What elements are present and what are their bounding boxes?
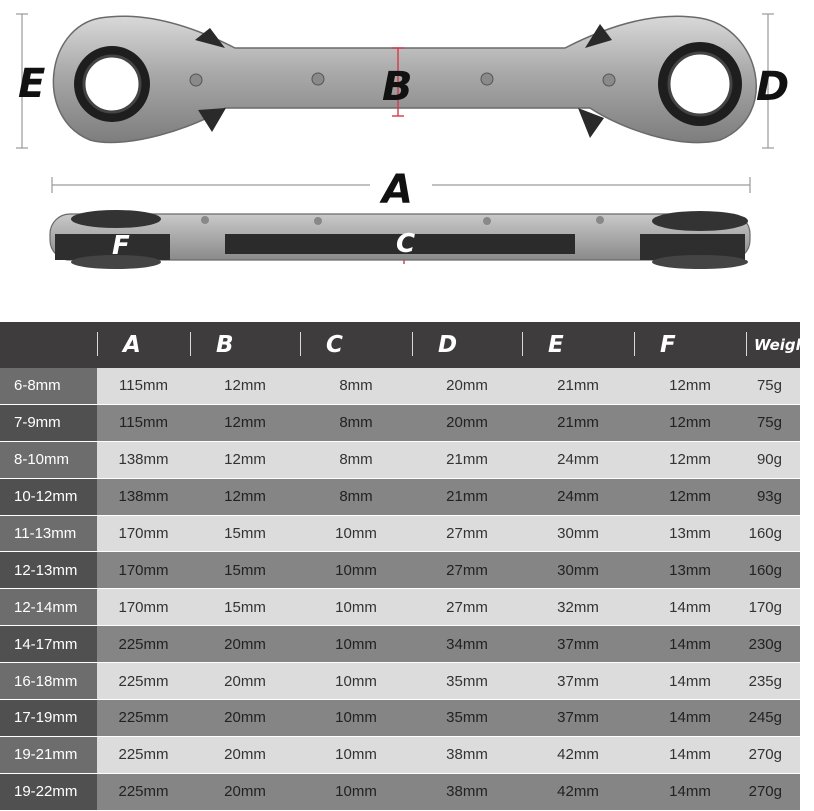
weight-cell: 235g [746, 663, 800, 700]
size-cell: 19-21mm [0, 736, 97, 773]
d-cell: 20mm [412, 368, 522, 404]
weight-cell: 75g [746, 404, 800, 441]
e-cell: 21mm [522, 404, 634, 441]
c-cell: 8mm [300, 478, 412, 515]
b-cell: 15mm [190, 589, 300, 626]
table-row [0, 515, 800, 552]
weight-cell: 230g [746, 626, 800, 663]
table-row [0, 368, 800, 404]
a-cell: 225mm [97, 773, 190, 810]
table-row [0, 700, 800, 737]
header-label: E [548, 332, 564, 358]
weight-cell: 160g [746, 552, 800, 589]
table-header-row [0, 322, 800, 368]
size-cell: 10-12mm [0, 478, 97, 515]
c-cell: 8mm [300, 404, 412, 441]
d-cell: 27mm [412, 552, 522, 589]
table-row [0, 404, 800, 441]
weight-cell: 93g [746, 478, 800, 515]
b-cell: 12mm [190, 368, 300, 404]
d-cell: 34mm [412, 626, 522, 663]
size-cell: 6-8mm [0, 368, 97, 404]
e-cell: 37mm [522, 663, 634, 700]
weight-cell: 245g [746, 700, 800, 737]
c-cell: 10mm [300, 626, 412, 663]
a-cell: 170mm [97, 589, 190, 626]
header-divider [97, 332, 98, 356]
size-spec-table [0, 322, 814, 811]
header-divider [746, 332, 747, 356]
e-cell: 30mm [522, 515, 634, 552]
label-f: F [112, 231, 130, 261]
e-cell: 32mm [522, 589, 634, 626]
size-cell: 17-19mm [0, 700, 97, 737]
label-a: A [382, 167, 413, 213]
header-divider [522, 332, 523, 356]
header-divider [634, 332, 635, 356]
a-cell: 115mm [97, 404, 190, 441]
d-cell: 21mm [412, 441, 522, 478]
header-label: B [216, 332, 234, 358]
e-cell: 42mm [522, 773, 634, 810]
f-cell: 14mm [634, 663, 746, 700]
table-row [0, 478, 800, 515]
d-cell: 27mm [412, 589, 522, 626]
label-c: C [396, 229, 416, 259]
table-row [0, 552, 800, 589]
a-cell: 170mm [97, 515, 190, 552]
f-cell: 13mm [634, 552, 746, 589]
size-cell: 11-13mm [0, 515, 97, 552]
header-b [190, 322, 300, 368]
c-cell: 10mm [300, 515, 412, 552]
a-cell: 225mm [97, 700, 190, 737]
weight-cell: 160g [746, 515, 800, 552]
f-cell: 14mm [634, 626, 746, 663]
header-divider [190, 332, 191, 356]
b-cell: 12mm [190, 478, 300, 515]
b-cell: 12mm [190, 441, 300, 478]
c-cell: 10mm [300, 552, 412, 589]
header-d [412, 322, 522, 368]
d-cell: 20mm [412, 404, 522, 441]
header-label: D [438, 332, 458, 358]
header-label: F [660, 332, 676, 358]
weight-cell: 90g [746, 441, 800, 478]
header-label: C [326, 332, 343, 358]
table-row [0, 441, 800, 478]
size-cell: 14-17mm [0, 626, 97, 663]
size-cell: 7-9mm [0, 404, 97, 441]
table-row [0, 773, 800, 810]
weight-cell: 75g [746, 368, 800, 404]
e-cell: 37mm [522, 700, 634, 737]
weight-cell: 270g [746, 773, 800, 810]
a-cell: 138mm [97, 478, 190, 515]
header-weight [746, 322, 814, 368]
e-cell: 42mm [522, 736, 634, 773]
table-row [0, 663, 800, 700]
c-cell: 8mm [300, 441, 412, 478]
table-row [0, 626, 800, 663]
d-cell: 35mm [412, 700, 522, 737]
a-cell: 225mm [97, 663, 190, 700]
header-a [97, 322, 190, 368]
a-cell: 225mm [97, 626, 190, 663]
label-e: E [18, 61, 46, 107]
size-cell: 16-18mm [0, 663, 97, 700]
header-label: A [123, 332, 141, 358]
f-cell: 12mm [634, 404, 746, 441]
a-cell: 115mm [97, 368, 190, 404]
b-cell: 20mm [190, 663, 300, 700]
b-cell: 20mm [190, 773, 300, 810]
size-cell: 8-10mm [0, 441, 97, 478]
size-cell: 19-22mm [0, 773, 97, 810]
c-cell: 10mm [300, 773, 412, 810]
header-label: Weight [754, 336, 814, 354]
b-cell: 20mm [190, 626, 300, 663]
table-row [0, 736, 800, 773]
b-cell: 20mm [190, 700, 300, 737]
f-cell: 13mm [634, 515, 746, 552]
label-d: D [756, 64, 790, 110]
a-cell: 138mm [97, 441, 190, 478]
b-cell: 12mm [190, 404, 300, 441]
e-cell: 24mm [522, 478, 634, 515]
wrench-dimension-diagram [0, 0, 800, 320]
e-cell: 30mm [522, 552, 634, 589]
f-cell: 12mm [634, 368, 746, 404]
size-cell: 12-14mm [0, 589, 97, 626]
header-divider [412, 332, 413, 356]
c-cell: 8mm [300, 368, 412, 404]
header-f [634, 322, 746, 368]
a-cell: 170mm [97, 552, 190, 589]
weight-cell: 170g [746, 589, 800, 626]
d-cell: 38mm [412, 736, 522, 773]
e-cell: 21mm [522, 368, 634, 404]
header-c [300, 322, 412, 368]
b-cell: 20mm [190, 736, 300, 773]
header-divider [300, 332, 301, 356]
header-size [0, 322, 97, 368]
weight-cell: 270g [746, 736, 800, 773]
c-cell: 10mm [300, 736, 412, 773]
c-cell: 10mm [300, 663, 412, 700]
f-cell: 14mm [634, 700, 746, 737]
a-cell: 225mm [97, 736, 190, 773]
e-cell: 37mm [522, 626, 634, 663]
f-cell: 12mm [634, 441, 746, 478]
d-cell: 27mm [412, 515, 522, 552]
e-cell: 24mm [522, 441, 634, 478]
f-cell: 14mm [634, 589, 746, 626]
f-cell: 14mm [634, 773, 746, 810]
d-cell: 21mm [412, 478, 522, 515]
b-cell: 15mm [190, 552, 300, 589]
f-cell: 12mm [634, 478, 746, 515]
size-cell: 12-13mm [0, 552, 97, 589]
c-cell: 10mm [300, 700, 412, 737]
f-cell: 14mm [634, 736, 746, 773]
b-cell: 15mm [190, 515, 300, 552]
d-cell: 38mm [412, 773, 522, 810]
header-e [522, 322, 634, 368]
c-cell: 10mm [300, 589, 412, 626]
label-b: B [382, 64, 413, 110]
table-row [0, 589, 800, 626]
d-cell: 35mm [412, 663, 522, 700]
